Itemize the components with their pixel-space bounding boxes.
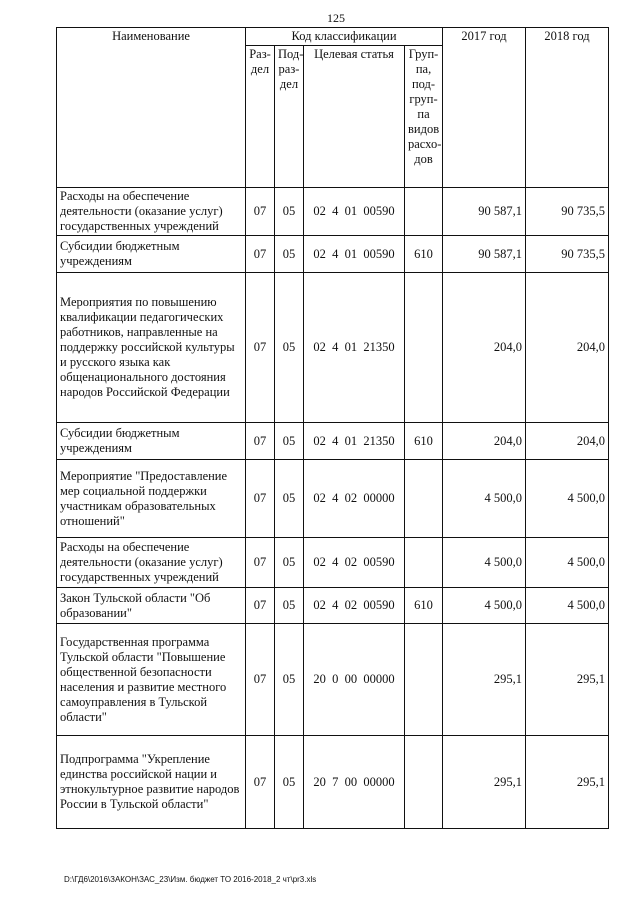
file-path-footer: D:\ГД6\2016\ЗАКОН\ЗАС_23\Изм. бюджет ТО 2016-2018_2 чт\pr3.xls (64, 875, 317, 884)
row-podrazdel: 05 (275, 624, 304, 736)
row-2017: 4 500,0 (443, 538, 526, 588)
row-name: Расходы на обеспечение деятельности (оказание услуг) государственных учреждений (57, 538, 246, 588)
table-row (57, 423, 609, 460)
row-2018: 90 735,5 (526, 188, 609, 236)
table-row (57, 188, 609, 236)
row-2018: 4 500,0 (526, 538, 609, 588)
table-row (57, 624, 609, 736)
row-2017: 204,0 (443, 273, 526, 423)
row-2018: 295,1 (526, 624, 609, 736)
row-2017: 204,0 (443, 423, 526, 460)
row-group (405, 460, 443, 538)
table-row (57, 538, 609, 588)
row-razdel: 07 (246, 460, 275, 538)
table-row (57, 460, 609, 538)
row-razdel: 07 (246, 236, 275, 273)
row-name: Субсидии бюджетным учреждениям (57, 236, 246, 273)
row-podrazdel: 05 (275, 273, 304, 423)
header-target: Целевая статья (304, 46, 405, 188)
row-razdel: 07 (246, 273, 275, 423)
row-group: 610 (405, 236, 443, 273)
row-podrazdel: 05 (275, 460, 304, 538)
row-group (405, 624, 443, 736)
row-target: 02 4 01 21350 (304, 423, 405, 460)
budget-table (56, 27, 609, 829)
header-name: Наименование (57, 28, 246, 188)
row-name: Государственная программа Тульской области "Повышение общественной безопасности населения и развитие местного самоуправления в Тульской области" (57, 624, 246, 736)
row-target: 02 4 01 00590 (304, 236, 405, 273)
page-number: 125 (327, 11, 345, 25)
row-2017: 90 587,1 (443, 188, 526, 236)
row-2018: 204,0 (526, 423, 609, 460)
row-razdel: 07 (246, 538, 275, 588)
row-group: 610 (405, 588, 443, 624)
row-2018: 4 500,0 (526, 588, 609, 624)
row-target: 02 4 02 00590 (304, 538, 405, 588)
row-razdel: 07 (246, 736, 275, 829)
row-2017: 4 500,0 (443, 588, 526, 624)
row-2017: 295,1 (443, 736, 526, 829)
header-group: Груп- па, под- груп- па видов расхо- дов (405, 46, 443, 188)
row-target: 02 4 01 00590 (304, 188, 405, 236)
row-2018: 90 735,5 (526, 236, 609, 273)
header-2017: 2017 год (443, 28, 526, 188)
row-razdel: 07 (246, 624, 275, 736)
row-name: Закон Тульской области "Об образовании" (57, 588, 246, 624)
row-razdel: 07 (246, 588, 275, 624)
row-target: 02 4 02 00590 (304, 588, 405, 624)
row-2018: 4 500,0 (526, 460, 609, 538)
table-row (57, 236, 609, 273)
row-2017: 295,1 (443, 624, 526, 736)
table-row (57, 736, 609, 829)
row-target: 20 7 00 00000 (304, 736, 405, 829)
row-podrazdel: 05 (275, 588, 304, 624)
row-2018: 204,0 (526, 273, 609, 423)
row-group: 610 (405, 423, 443, 460)
row-podrazdel: 05 (275, 236, 304, 273)
row-group (405, 273, 443, 423)
row-podrazdel: 05 (275, 423, 304, 460)
header-2018: 2018 год (526, 28, 609, 188)
header-razdel: Раз- дел (246, 46, 275, 188)
row-target: 20 0 00 00000 (304, 624, 405, 736)
row-name: Подпрограмма "Укрепление единства российской нации и этнокультурное развитие народов России в Тульской области" (57, 736, 246, 829)
row-name: Субсидии бюджетным учреждениям (57, 423, 246, 460)
row-2017: 4 500,0 (443, 460, 526, 538)
row-name: Расходы на обеспечение деятельности (оказание услуг) государственных учреждений (57, 188, 246, 236)
row-group (405, 736, 443, 829)
row-podrazdel: 05 (275, 538, 304, 588)
row-2017: 90 587,1 (443, 236, 526, 273)
table-row (57, 588, 609, 624)
row-group (405, 188, 443, 236)
row-razdel: 07 (246, 423, 275, 460)
row-target: 02 4 02 00000 (304, 460, 405, 538)
header-code-group: Код классификации (246, 28, 443, 46)
row-podrazdel: 05 (275, 188, 304, 236)
row-razdel: 07 (246, 188, 275, 236)
row-target: 02 4 01 21350 (304, 273, 405, 423)
row-2018: 295,1 (526, 736, 609, 829)
row-group (405, 538, 443, 588)
row-name: Мероприятия по повышению квалификации педагогических работников, направленные на поддержку российской культуры и русского языка как общенационального достояния народов Российской Федерации (57, 273, 246, 423)
row-name: Мероприятие "Предоставление мер социальной поддержки участникам образовательных отношений" (57, 460, 246, 538)
table-row (57, 273, 609, 423)
header-podrazdel: Под- раз- дел (275, 46, 304, 188)
row-podrazdel: 05 (275, 736, 304, 829)
